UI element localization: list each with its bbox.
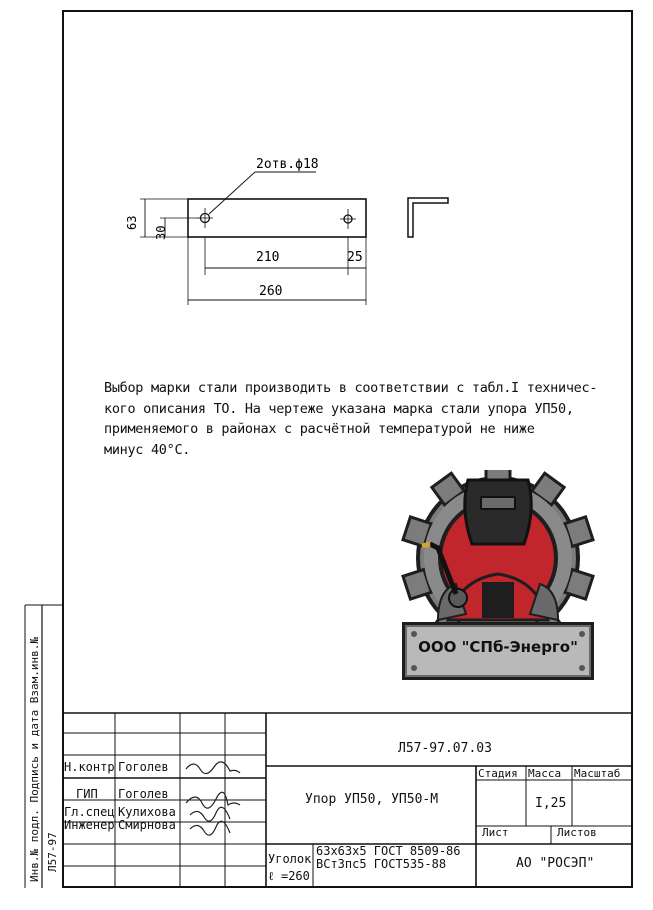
signatures (180, 755, 270, 845)
stage-header: Стадия (478, 767, 518, 780)
note-line: минус 40°С. (104, 441, 191, 458)
role-label: Инженер (64, 818, 115, 832)
note-line: кого описания ТО. На чертеже указана марка стали упора УП50, (104, 400, 574, 417)
role-name: Гоголев (118, 787, 169, 801)
dim-length: 260 (259, 284, 283, 299)
company-logo (398, 470, 598, 688)
dim-hole-offset: 30 (154, 225, 168, 240)
dim-height: 63 (125, 215, 139, 230)
mass-header: Масса (528, 767, 562, 780)
material-label: Уголок (268, 852, 312, 866)
role-name: Гоголев (118, 760, 169, 774)
sheet-label: Лист (482, 826, 509, 839)
part-name: Упор УП50, УП50-М (305, 792, 439, 807)
organization: АО "РОСЭП" (516, 856, 595, 871)
note-line: Выбор марки стали производить в соответствии с табл.I техничес- (104, 380, 598, 396)
role-label: Н.контр (64, 760, 115, 774)
part-outline (188, 199, 366, 237)
technical-note (104, 378, 624, 460)
material-profile: 63х63х5 ГОСТ 8509-86 (316, 844, 461, 858)
material-steel: ВСт3пс5 ГОСТ535-88 (316, 857, 447, 871)
logo-company-name: ООО "СПб-Энерго" (418, 638, 578, 656)
dim-edge: 25 (347, 250, 363, 265)
note-line: применяемого в районах с расчётной температурой не ниже (104, 421, 535, 437)
sheets-label: Листов (557, 826, 597, 839)
role-label: Гл.спец (64, 805, 115, 819)
side-stamp-label: Инв.№ подл. Подпись и дата Взам.инв.№ (28, 636, 41, 882)
role-name: Кулихова (118, 805, 176, 819)
scale-header: Масштаб (574, 767, 621, 780)
role-label: ГИП (76, 787, 98, 801)
angle-section (408, 198, 448, 237)
dim-hole-spacing: 210 (256, 250, 280, 265)
hole-callout: 2отв.ϕ18 (256, 157, 319, 172)
role-name: Смирнова (118, 818, 176, 832)
mass-value: I,25 (535, 796, 567, 811)
side-stamp-doc-number: Л57-97 (46, 832, 59, 872)
material-length: ℓ =260 (268, 869, 310, 883)
document-code: Л57-97.07.03 (398, 741, 492, 756)
